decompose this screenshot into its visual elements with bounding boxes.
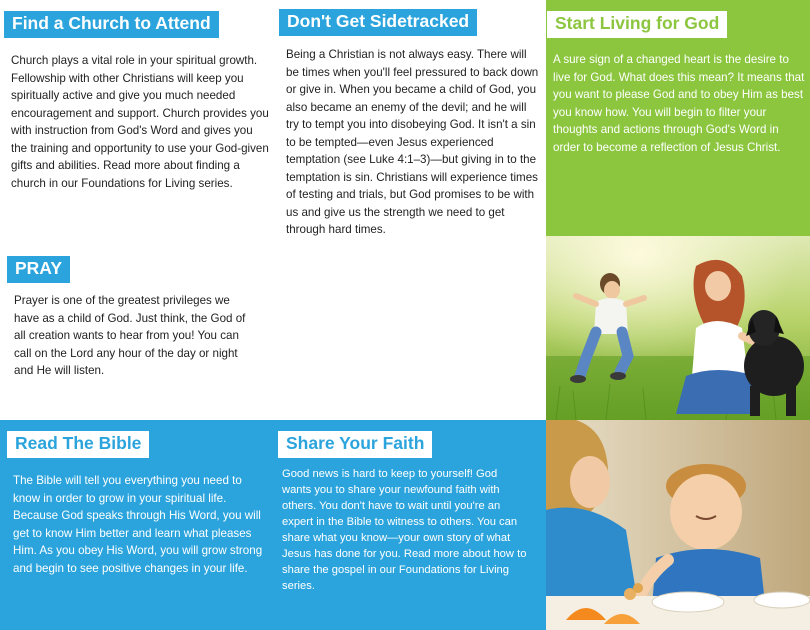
read-bible-heading: Read The Bible <box>7 431 149 458</box>
find-church-heading: Find a Church to Attend <box>4 11 219 38</box>
sidetracked-body: Being a Christian is not always easy. There will be times when you'll feel pressured to back down or give in. When you became a child of God, you also became an enemy of the devil; and he will try to tempt you into disobeying God. It isn't a sin to be tempted—even Jesus experienced temptation (see Luke 4:1–3)—but giving in to the temptation is sin. Christians will experience times of testing and trials, but God promises to be with us and give us the strength we need to get through hard times. <box>286 48 539 236</box>
find-church-body: Church plays a vital role in your spiritual growth. Fellowship with other Christians will keep you spiritually active and give you much needed encouragement and support. Church provides you with instruction from God's Word and gives you the training and opportunity to use your God-given gifts and abilities. Read more about finding a church in our Foundations for Living series. <box>11 54 269 190</box>
pray-body: Prayer is one of the greatest privileges we have as a child of God. Just think, the God of all creation wants to hear from you! You can call on the Lord any hour of the day or night and He will listen. <box>14 294 246 377</box>
read-bible-body: The Bible will tell you everything you need to know in order to grow in your spiritual life. Because God speaks through His Word, you will get to know Him better and learn what pleases Him. As you obey His Word, you will grow strong and begin to see positive changes in your life. <box>13 474 263 575</box>
start-living-heading: Start Living for God <box>547 11 727 38</box>
mother-son-breakfast-photo <box>546 420 810 630</box>
sidetracked-heading: Don't Get Sidetracked <box>279 9 477 36</box>
start-living-body: A sure sign of a changed heart is the desire to live for God. What does this mean? It means that you want to please God and to obey Him as best you know how. You will begin to filter your thoughts and actions through God's Word in order to become a reflection of Jesus Christ. <box>553 53 805 154</box>
pray-heading: PRAY <box>7 256 70 283</box>
share-faith-body: Good news is hard to keep to yourself! God wants you to share your newfound faith with others. You don't have to wait until you're an expert in the Bible to witness to others. You can share what you know—your own story of what Jesus has done for you. Read more about how to share the gospel in our Foundations for Living series. <box>282 468 527 592</box>
family-park-photo <box>546 236 810 420</box>
share-faith-heading: Share Your Faith <box>278 431 432 458</box>
